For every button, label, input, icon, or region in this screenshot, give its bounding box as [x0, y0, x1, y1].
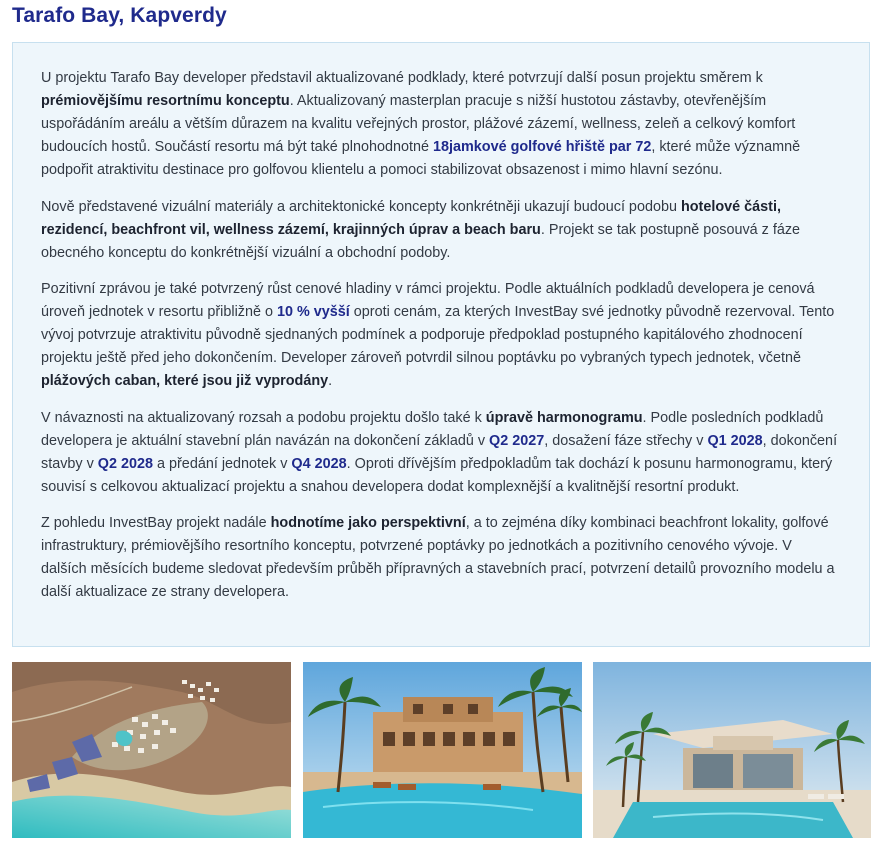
paragraph-4: V návaznosti na aktualizovaný rozsah a podobu projektu došlo také k úpravě harmonogramu. Podle posledních podkladů developera je aktuální stavební plán navázán na dokončení základů v Q2 2027, dosažení fáze střechy v Q1 2028, dokončení stavby v Q2 2028 a předání jednotek v Q4 2028. Oproti dřívějším předpokladům tak dochází k posunu harmonogramu, který souvisí s celkovou aktualizací projektu a snahou developera dodat komplexnější a kvalitnější resortní produkt. — [41, 409, 838, 495]
page-title: Tarafo Bay, Kapverdy — [12, 4, 227, 27]
paragraph-2: Nově představené vizuální materiály a architektonické koncepty konkrétněji ukazují budoucí podobu hotelové části, rezidencí, beachfront vil, wellness zázemí, krajinných úprav a beach baru. Projekt se tak postupně posouvá z fáze obecného konceptu do konkrétnější vizuální a obchodní podoby. — [41, 198, 801, 261]
paragraph-1: U projektu Tarafo Bay developer představil aktualizované podklady, které potvrzují další posun projektu směrem k prémiovějšímu resortnímu konceptu. Aktualizovaný masterplan pracuje s nižší hustotou zástavby, otevřenějším uspořádáním areálu a větším důrazem na kvalitu veřejných prostor, plážové zázemí, wellness, zeleň a celkový komfort budoucích hostů. Součástí resortu má být také plnohodnotné 18jamkové golfové hřiště par 72, které může významně podpořit atraktivitu destinace pro golfovou klientelu a pomoci stabilizovat obsazenost i mimo hlavní sezónu. — [41, 70, 801, 178]
masterplan-aerial-image[interactable] — [12, 662, 291, 838]
beachfront-villa-image[interactable] — [593, 662, 871, 838]
hotel-pool-image[interactable] — [303, 662, 582, 838]
article-card — [12, 42, 870, 647]
paragraph-5: Z pohledu InvestBay projekt nadále hodnotíme jako perspektivní, a to zejména díky kombinaci beachfront lokality, golfové infrastruktury, prémiovějšího resortního konceptu, potvrzené poptávky po jednotkách a pozitivního cenového vývoje. V dalších měsících budeme sledovat především průběh přípravných a stavebních prací, potvrzení detailů provozního modelu a další aktualizace ze strany developera. — [41, 515, 835, 600]
paragraph-3: Pozitivní zprávou je také potvrzený růst cenové hladiny v rámci projektu. Podle aktuálních podkladů developera je cenová úroveň jednotek v resortu přibližně o 10 % vyšší oproti cenám, za kterých InvestBay své jednotky původně rezervoval. Tento vývoj potvrzuje atraktivitu původně sjednaných podmínek a podporuje předpoklad postupného kapitálového zhodnocení projektu ještě před jeho dokončením. Developer zároveň potvrdil silnou poptávku po vybraných typech jednotek, včetně plážových caban, které jsou již vyprodány. — [41, 281, 835, 389]
